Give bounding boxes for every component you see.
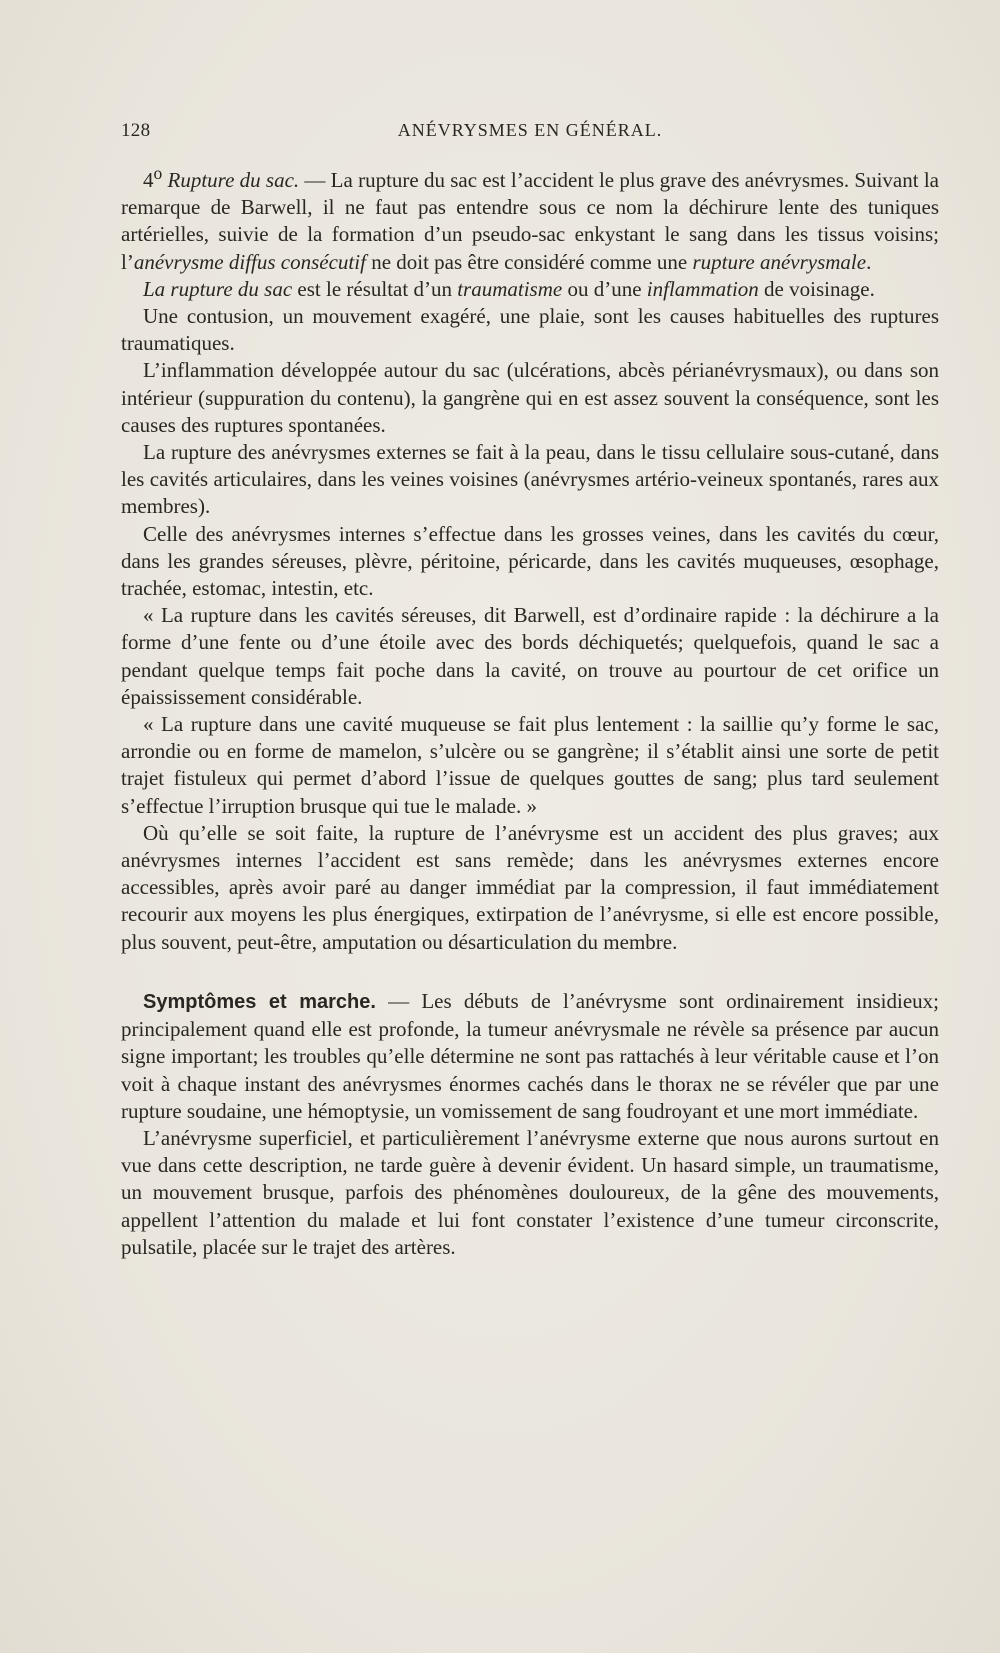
text-run: ou d’une: [562, 276, 647, 301]
text-run: — Les débuts de l’anévrysme sont ordinairement insidieux; principalement quand elle est profonde, la tumeur anévrysmale ne révèle sa présence par aucun signe important; les troubles qu’elle détermine ne sont pas rattachés à leur véritable cause et l’on voit à chaque instant des anévrysmes énormes cachés dans le thorax ne se révéler que par une rupture soudaine, une hémoptysie, un vomissement de sang foudroyant et une mort immédiate.: [121, 988, 939, 1123]
paragraph-gravity: Où qu’elle se soit faite, la rupture de l’anévrysme est un accident des plus graves; aux anévrysmes internes l’accident est sans remède; dans les anévrysmes externes encore accessibles, après avoir paré au danger immédiat par la compression, il faut immédiatement recourir aux moyens les plus énergiques, extirpation de l’anévrysme, si elle est encore possible, plus souvent, peut-être, amputation ou désarticulation du membre.: [121, 820, 939, 954]
page-number: 128: [121, 120, 151, 141]
emphasis: inflammation: [646, 276, 759, 301]
emphasis: anévrysme diffus consécutif: [133, 249, 366, 274]
paragraph-inflammation: L’inflammation développée autour du sac (ulcérations, abcès périanévrysmaux), ou dans son intérieur (suppuration du contenu), la gangrène qui en est assez souvent la conséquence, sont les causes des ruptures spontanées.: [121, 358, 939, 437]
paragraph-external-aneurysms: La rupture des anévrysmes externes se fait à la peau, dans le tissu cellulaire sous-cutané, dans les cavités articulaires, dans les veines voisines (anévrysmes artério-veineux spontanés, rares aux membres).: [121, 440, 939, 519]
section-title: Symptômes et marche.: [143, 990, 376, 1013]
text-run: de voisinage.: [758, 276, 875, 301]
text-run: est le résultat d’un: [292, 276, 458, 301]
subsection-title: Rupture du sac.: [167, 168, 300, 192]
paragraph-traumatic-causes: Une contusion, un mouvement exagéré, une plaie, sont les causes habituelles des ruptures traumatiques.: [121, 304, 939, 356]
text-run: .: [866, 249, 872, 274]
body-text: [121, 160, 939, 1261]
text-run: ne doit pas être considéré comme une: [365, 249, 693, 274]
emphasis: traumatisme: [457, 276, 563, 301]
emphasis: La rupture du sac: [143, 276, 293, 301]
text-run: — La rupture du sac est l’accident le plus grave des anévrysmes. Suivant la remarque de Barwell, il ne faut pas entendre sous ce nom la déchirure lente des tuniques artérielles, suivie de la formation d’un pseudo-sac enkystant le sang dans les tissus voisins; l’: [121, 168, 939, 274]
section-number: 4: [143, 168, 154, 192]
paragraph-quote-serous: « La rupture dans les cavités séreuses, dit Barwell, est d’ordinaire rapide : la déchirure a la forme d’une fente ou d’une étoile avec des bords déchiquetés; quelquefois, quand le sac a pendant quelque temps fait poche dans la cavité, on trouve au pourtour de cet orifice un épaississement considérable.: [121, 603, 939, 709]
paragraph-cause: [121, 276, 939, 303]
emphasis: rupture anévrysmale: [692, 249, 867, 274]
paragraph-superficial-aneurysm: L’anévrysme superficiel, et particulièrement l’anévrysme externe que nous aurons surtout en vue dans cette description, ne tarde guère à devenir évident. Un hasard simple, un traumatisme, un mouvement brusque, parfois des phénomènes douloureux, de la gêne des mouvements, appellent l’attention du malade et lui font constater l’existence d’une tumeur circonscrite, pulsatile, placée sur le trajet des artères.: [121, 1125, 939, 1259]
paragraph-internal-aneurysms: Celle des anévrysmes internes s’effectue dans les grosses veines, dans les cavités du cœur, dans les grandes séreuses, plèvre, péritoine, péricarde, dans les cavités muqueuses, œsophage, trachée, estomac, intestin, etc.: [121, 521, 939, 601]
paragraph-symptoms: [121, 988, 939, 1125]
running-head: ANÉVRYSMES EN GÉNÉRAL.: [397, 120, 663, 140]
paragraph-quote-mucous: « La rupture dans une cavité muqueuse se fait plus lentement : la saillie qu’y forme le sac, arrondie ou en forme de mamelon, s’ulcère ou se gangrène; il s’établit ainsi une sorte de petit trajet fistuleux qui permet d’abord l’issue de quelques gouttes de sang; plus tard seulement s’effectue l’irruption brusque qui tue le malade. »: [121, 712, 939, 818]
page-header: [121, 120, 939, 150]
paragraph-rupture-du-sac: [121, 160, 939, 276]
ordinal-suffix: o: [153, 163, 163, 183]
